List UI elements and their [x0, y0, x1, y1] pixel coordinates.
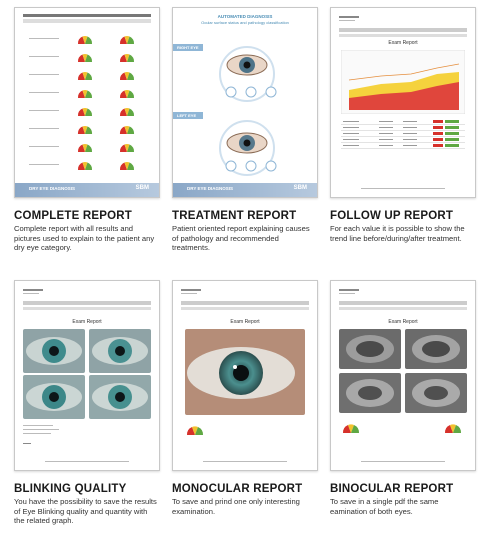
table-row — [341, 144, 465, 149]
patient-info — [23, 293, 39, 294]
card-title: COMPLETE REPORT — [14, 210, 133, 222]
thumbnail-binocular-report[interactable] — [330, 280, 476, 471]
thumbnail-complete-report[interactable] — [14, 7, 160, 198]
row-label — [29, 92, 59, 93]
left-eye-topography-2 — [405, 373, 467, 413]
row-label — [29, 56, 59, 57]
row-label — [29, 74, 59, 75]
gauge-icon — [77, 50, 93, 62]
table-row — [341, 138, 465, 143]
row-label — [29, 146, 59, 147]
right-eye-tab — [173, 44, 203, 51]
results-text — [23, 429, 59, 430]
card-treatment-report[interactable] — [172, 7, 318, 253]
card-title: BINOCULAR REPORT — [330, 483, 454, 495]
left-eye-indicators — [221, 158, 281, 174]
report-subheading: Ocular surface status and pathology classification — [201, 20, 289, 25]
card-title: BLINKING QUALITY — [14, 483, 127, 495]
exam-report-title: Exam Report — [72, 319, 102, 325]
report-subheader — [181, 307, 309, 310]
patient-info — [339, 20, 355, 21]
thumbnail-follow-up-report[interactable] — [330, 7, 476, 198]
report-heading: AUTOMATED DIAGNOSIS — [217, 14, 273, 19]
card-binocular-report[interactable] — [330, 280, 476, 516]
gauge-icon — [77, 122, 93, 134]
gauge-icon — [119, 122, 135, 134]
report-subheader — [23, 19, 151, 23]
gauge-icon — [77, 158, 93, 170]
card-follow-up-report[interactable] — [330, 7, 476, 243]
report-header — [181, 301, 309, 305]
card-title: FOLLOW UP REPORT — [330, 210, 454, 222]
patient-info — [181, 293, 197, 294]
card-description: Complete report with all results and pictures used to explain to the patient any dry eye category. — [14, 224, 155, 253]
trend-area-chart — [341, 50, 465, 114]
right-eye-tab-label: RIGHT EYE — [177, 45, 199, 50]
gauge-icon — [77, 68, 93, 80]
row-label — [29, 38, 59, 39]
row-label — [29, 110, 59, 111]
right-eye-indicators — [221, 84, 281, 100]
patient-info — [339, 293, 355, 294]
report-subheader — [23, 307, 151, 310]
gauge-icon — [443, 421, 463, 435]
card-description: To save in a single pdf the same eamination of both eyes. — [330, 497, 439, 516]
exam-report-title: Exam Report — [230, 319, 260, 325]
report-header — [339, 28, 467, 32]
left-eye-photo — [89, 329, 151, 373]
thumbnail-monocular-report[interactable] — [172, 280, 318, 471]
table-row — [341, 120, 465, 125]
gauge-icon — [119, 50, 135, 62]
left-eye-topography — [405, 329, 467, 369]
gauge-icon — [119, 140, 135, 152]
report-subheader — [339, 307, 467, 310]
sbm-logo: SBM — [293, 185, 307, 191]
report-footer-text — [361, 461, 445, 462]
right-eye-photo-2 — [23, 375, 85, 419]
right-eye-photo — [23, 329, 85, 373]
patient-info — [339, 16, 359, 18]
report-header — [23, 301, 151, 305]
gauge-icon — [119, 86, 135, 98]
exam-report-title: Exam Report — [388, 319, 418, 325]
patient-info — [181, 289, 201, 291]
left-eye-tab-label: LEFT EYE — [177, 113, 197, 118]
eye-photo — [185, 329, 305, 415]
table-row — [341, 126, 465, 131]
notes-label — [23, 443, 31, 444]
gauge-icon — [77, 86, 93, 98]
card-complete-report[interactable] — [14, 7, 160, 253]
thumbnail-treatment-report[interactable] — [172, 7, 318, 198]
gauge-icon — [119, 32, 135, 44]
card-title: MONOCULAR REPORT — [172, 483, 303, 495]
report-footer — [173, 183, 317, 197]
results-text — [23, 433, 51, 434]
patient-info — [23, 289, 43, 291]
card-description: Patient oriented report explaining causes of pathology and recommended treatments. — [172, 224, 310, 253]
card-description: To save and prind one only interesting examination. — [172, 497, 300, 516]
report-footer-text — [45, 461, 129, 462]
results-text — [23, 425, 53, 426]
row-label — [29, 164, 59, 165]
report-header — [339, 301, 467, 305]
thumbnail-blinking-quality[interactable] — [14, 280, 160, 471]
gauge-icon — [185, 423, 205, 437]
card-title: TREATMENT REPORT — [172, 210, 297, 222]
footer-label: DRY EYE DIAGNOSIS — [187, 186, 234, 191]
left-eye-image — [225, 130, 269, 156]
gauge-icon — [77, 32, 93, 44]
card-description: You have the possibility to save the results of Eye Blinking quality and quantity with the related graph. — [14, 497, 157, 526]
footer-label: DRY EYE DIAGNOSIS — [29, 186, 76, 191]
gauge-icon — [341, 421, 361, 435]
report-header — [23, 14, 151, 17]
table-row — [341, 132, 465, 137]
gauge-icon — [77, 104, 93, 116]
report-footer — [15, 183, 159, 197]
gauge-icon — [119, 158, 135, 170]
report-subheader — [339, 34, 467, 37]
gauge-icon — [119, 104, 135, 116]
right-eye-topography-2 — [339, 373, 401, 413]
left-eye-tab — [173, 112, 203, 119]
gauge-icon — [119, 68, 135, 80]
patient-info — [339, 289, 359, 291]
report-footer-text — [203, 461, 287, 462]
gauge-icon — [77, 140, 93, 152]
exam-report-title: Exam Report — [388, 40, 418, 46]
left-eye-photo-2 — [89, 375, 151, 419]
sbm-logo: SBM — [135, 185, 149, 191]
row-label — [29, 128, 59, 129]
card-blinking-quality[interactable] — [14, 280, 160, 526]
card-description: For each value it is possible to show the trend line before/during/after treatment. — [330, 224, 465, 243]
right-eye-image — [225, 52, 269, 78]
report-footer-text — [361, 188, 445, 189]
card-monocular-report[interactable] — [172, 280, 318, 516]
right-eye-topography — [339, 329, 401, 369]
